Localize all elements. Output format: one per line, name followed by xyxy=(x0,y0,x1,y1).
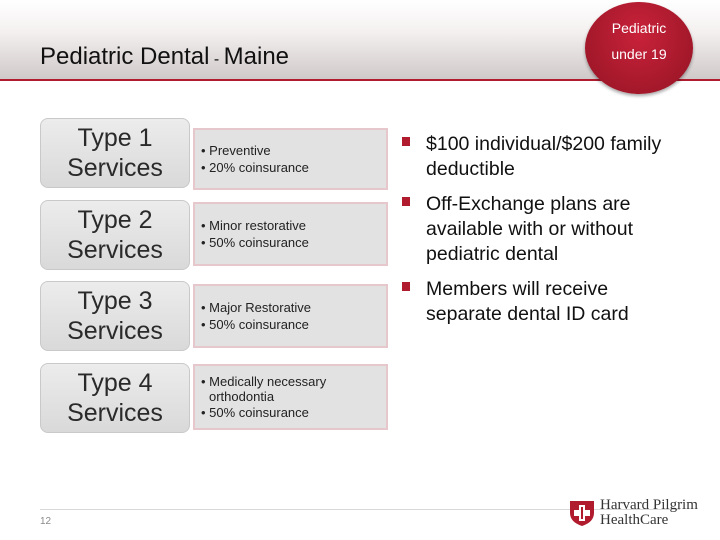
bullet-line: pediatric dental xyxy=(426,243,559,265)
bullet-square-icon xyxy=(402,137,410,146)
bullet-square-icon xyxy=(402,282,410,291)
badge-label-top: Pediatric xyxy=(611,20,667,36)
bullet-id-card xyxy=(400,277,710,327)
key-points-list xyxy=(400,132,710,337)
logo-wordmark xyxy=(600,498,698,528)
bullet-line: available with or without xyxy=(426,218,634,240)
type-2-services-box xyxy=(40,200,190,270)
bullet-line: deductible xyxy=(426,158,515,180)
detail-line: • 50% coinsurance xyxy=(201,317,309,332)
services-label: Services xyxy=(67,236,163,264)
badge-label-bottom: under 19 xyxy=(611,46,667,62)
type-3-details-box xyxy=(193,284,388,348)
detail-line: • 50% coinsurance xyxy=(201,405,309,420)
type-label: Type 4 xyxy=(77,369,153,397)
logo-line-2: HealthCare xyxy=(600,512,669,528)
bullet-off-exchange xyxy=(400,192,710,267)
type-1-services-box xyxy=(40,118,190,188)
harvard-pilgrim-logo xyxy=(568,497,700,529)
type-label: Type 1 xyxy=(77,124,153,152)
services-label: Services xyxy=(67,317,163,345)
type-2-details-box xyxy=(193,202,388,266)
bullet-deductible xyxy=(400,132,710,182)
type-label: Type 2 xyxy=(77,206,153,234)
detail-line: • Major Restorative xyxy=(201,300,312,315)
type-1-details-box xyxy=(193,128,388,190)
services-label: Services xyxy=(67,154,163,182)
type-4-details-box xyxy=(193,364,388,430)
detail-line: • 20% coinsurance xyxy=(201,160,309,175)
detail-line: • Medically necessary xyxy=(201,374,327,389)
detail-line: • 50% coinsurance xyxy=(201,235,309,250)
bullet-square-icon xyxy=(402,197,410,206)
page-number: 12 xyxy=(40,516,52,527)
bullet-line: separate dental ID card xyxy=(426,303,629,325)
logo-line-1: Harvard Pilgrim xyxy=(600,497,698,513)
type-4-services-box xyxy=(40,363,190,433)
page-title: Pediatric Dental - Maine xyxy=(40,43,290,70)
services-label: Services xyxy=(67,399,163,427)
harvard-pilgrim-cross-icon xyxy=(568,497,596,527)
bullet-line: $100 individual/$200 family xyxy=(426,133,662,155)
type-label: Type 3 xyxy=(77,287,153,315)
detail-line: • Minor restorative xyxy=(201,218,306,233)
detail-line: • Preventive xyxy=(201,143,271,158)
bullet-line: Members will receive xyxy=(426,278,609,300)
bullet-line: Off-Exchange plans are xyxy=(426,193,631,215)
type-3-services-box xyxy=(40,281,190,351)
detail-line: orthodontia xyxy=(209,389,275,404)
